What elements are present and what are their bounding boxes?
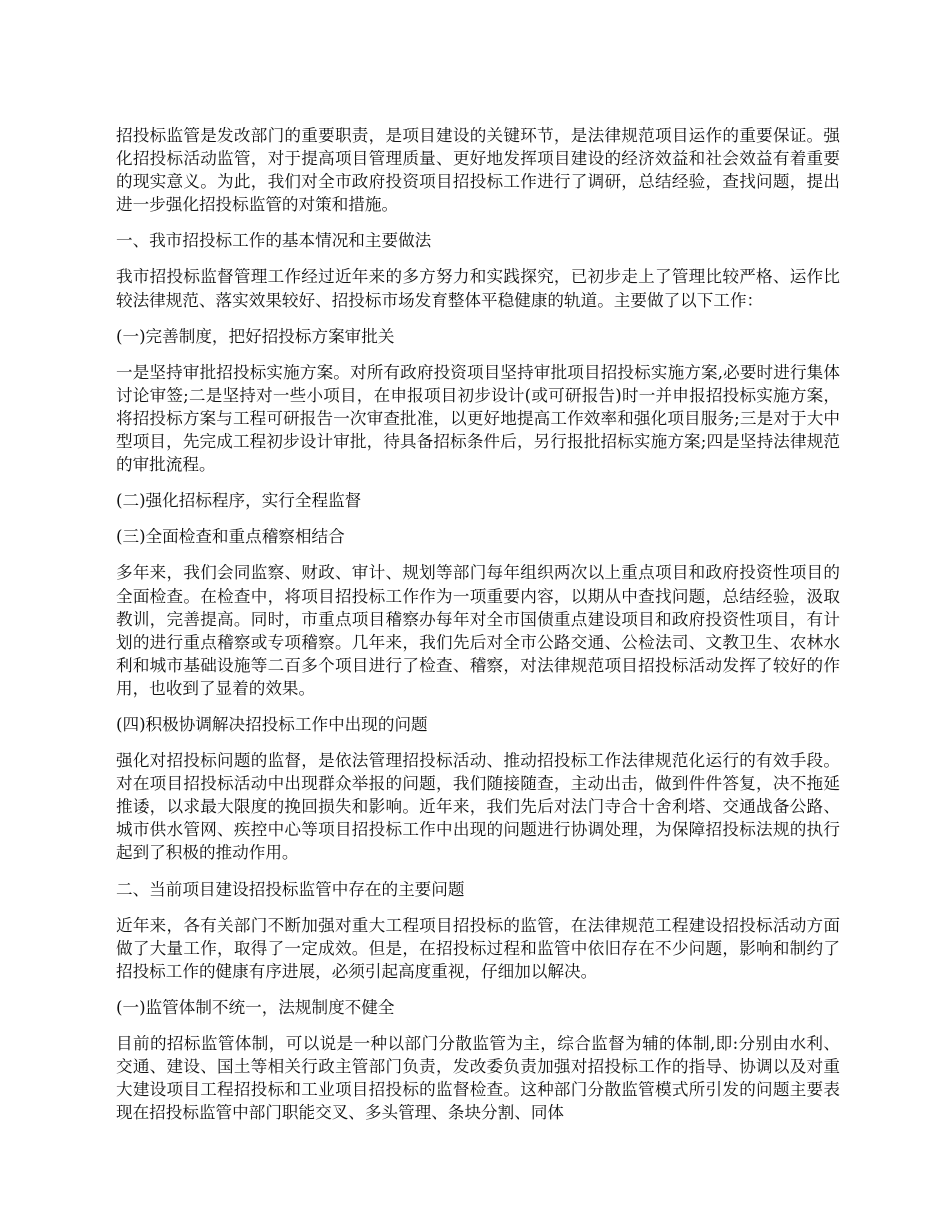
subsection-1-3-paragraph: 多年来，我们会同监察、财政、审计、规划等部门每年组织两次以上重点项目和政府投资性项目的全面检查。在检查中，将项目招投标工作作为一项重要内容，以期从中查找问题，总结经验，汲取教训，完善提高。同时，市重点项目稽察办每年对全市国债重点建设项目和政府投资性项目，有计划的进行重点稽察或专项稽察。几年来，我们先后对全市公路交通、公检法司、文教卫生、农林水利和城市基础设施等二百多个项目进行了检查、稽察，对法律规范项目招投标活动发挥了较好的作用，也收到了显着的效果。 bbox=[116, 563, 840, 698]
section-heading-2: 二、当前项目建设招投标监管中存在的主要问题 bbox=[116, 879, 465, 899]
intro-paragraph: 招投标监管是发改部门的重要职责，是项目建设的关键环节，是法律规范项目运作的重要保证。强化招投标活动监管，对于提高项目管理质量、更好地发挥项目建设的经济效益和社会效益有着重要的现实意义。为此，我们对全市政府投资项目招投标工作进行了调研，总结经验，查找问题，提出进一步强化招投标监管的对策和措施。 bbox=[116, 126, 840, 215]
subsection-heading-2-1: (一)监管体制不统一，法规制度不健全 bbox=[116, 997, 395, 1017]
section-heading-1: 一、我市招投标工作的基本情况和主要做法 bbox=[116, 231, 432, 251]
section-1-paragraph: 我市招投标监督管理工作经过近年来的多方努力和实践探究，已初步走上了管理比较严格、运作比较法律规范、落实效果较好、招投标市场发育整体平稳健康的轨道。主要做了以下工作： bbox=[116, 267, 840, 310]
section-2-paragraph: 近年来，各有关部门不断加强对重大工程项目招投标的监管，在法律规范工程建设招投标活动方面做了大量工作，取得了一定成效。但是，在招投标过程和监管中依旧存在不少问题，影响和制约了招投标工作的健康有序进展，必须引起高度重视，仔细加以解决。 bbox=[116, 915, 840, 981]
subsection-1-1-paragraph: 一是坚持审批招投标实施方案。对所有政府投资项目坚持审批项目招投标实施方案,必要时进行集体讨论审签;二是坚持对一些小项目，在申报项目初步设计(或可研报告)时一并申报招投标实施方案，将招投标方案与工程可研报告一次审查批准，以更好地提高工作效率和强化项目服务;三是对于大中型项目，先完成工程初步设计审批，待具备招标条件后，另行报批招标实施方案;四是坚持法律规范的审批流程。 bbox=[116, 362, 840, 475]
subsection-heading-1-3: (三)全面检查和重点稽察相结合 bbox=[116, 527, 345, 547]
subsection-2-1-paragraph: 目前的招标监管体制，可以说是一种以部门分散监管为主，综合监督为辅的体制,即:分别由水利、交通、建设、国土等相关行政主管部门负责，发改委负责加强对招投标工作的指导、协调以及对重大建设项目工程招投标和工业项目招投标的监督检查。这种部门分散监管模式所引发的问题主要表现在招投标监管中部门职能交叉、多头管理、条块分割、同体 bbox=[116, 1034, 840, 1123]
subsection-1-4-paragraph: 强化对招投标问题的监督，是依法管理招投标活动、推动招投标工作法律规范化运行的有效手段。对在项目招投标活动中出现群众举报的问题，我们随接随查，主动出击，做到件件答复，决不拖延推诿，以求最大限度的挽回损失和影响。近年来，我们先后对法门寺合十舍利塔、交通战备公路、城市供水管网、疾控中心等项目招投标工作中出现的问题进行协调处理，为保障招投标法规的执行起到了积极的推动作用。 bbox=[116, 751, 840, 863]
document-body bbox=[116, 124, 840, 1137]
subsection-heading-1-2: (二)强化招标程序，实行全程监督 bbox=[116, 491, 362, 511]
subsection-heading-1-4: (四)积极协调解决招投标工作中出现的问题 bbox=[116, 714, 428, 734]
subsection-heading-1-1: (一)完善制度，把好招投标方案审批关 bbox=[116, 326, 395, 346]
